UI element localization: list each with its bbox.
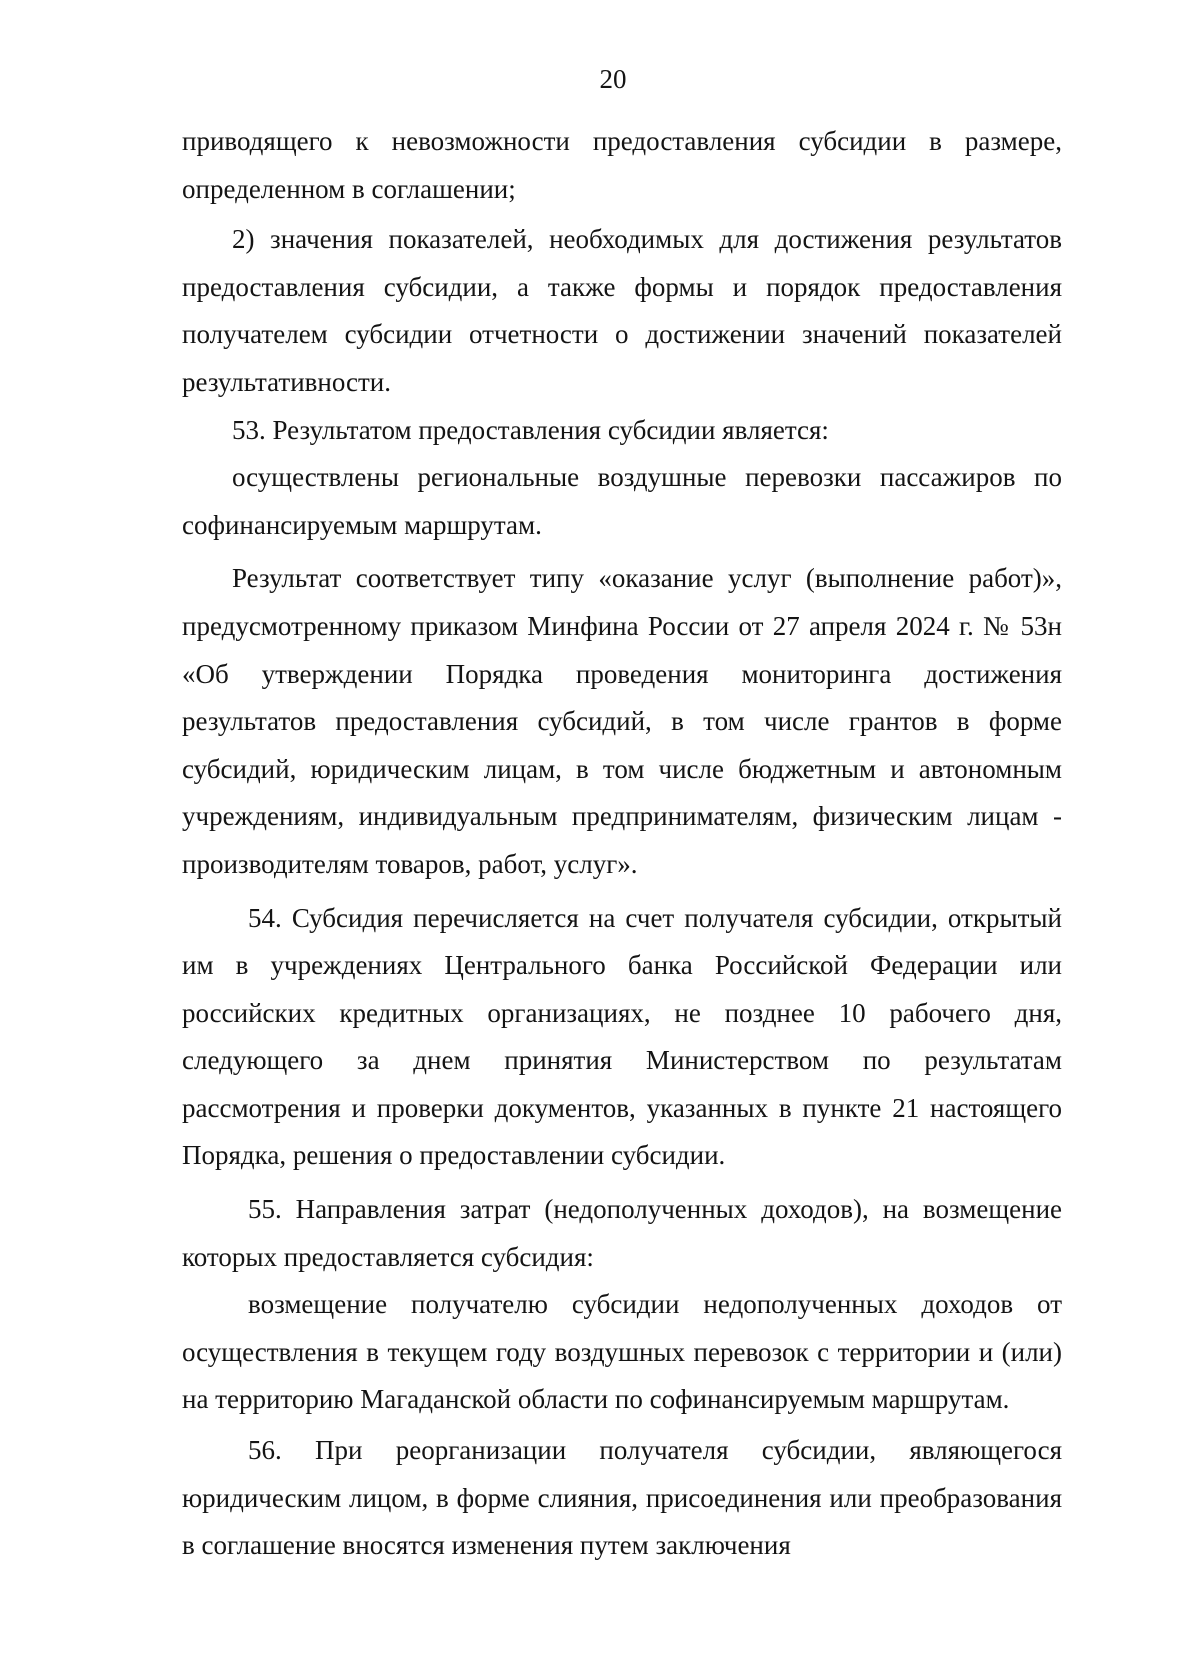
paragraph-55-detail: возмещение получателю субсидии недополученных доходов от осуществления в текущем году воздушных перевозок с территории и (или) на территорию Магаданской области по софинансируемым маршрутам.: [182, 1289, 1062, 1415]
paragraph-54: 54. Субсидия перечисляется на счет получателя субсидии, открытый им в учреждениях Центрального банка Российской Федерации или российских кредитных организациях, не позднее 10 рабочего дня, следующего за днем принятия Министерством по результатам рассмотрения и проверки документов, указанных в пункте 21 настоящего Порядка, решения о предоставлении субсидии.: [182, 902, 1062, 1171]
paragraph-item-2: 2) значения показателей, необходимых для достижения результатов предоставления субсидии, а также формы и порядок предоставления получателем субсидии отчетности о достижении значений показателей результативности.: [182, 224, 1062, 397]
paragraph-continuation: приводящего к невозможности предоставления субсидии в размере, определенном в соглашении;: [182, 126, 1062, 204]
paragraph-53: 53. Результатом предоставления субсидии является:: [232, 414, 829, 445]
paragraph-53-result: осуществлены региональные воздушные перевозки пассажиров по софинансируемым маршрутам.: [182, 462, 1062, 540]
paragraph-55: 55. Направления затрат (недополученных доходов), на возмещение которых предоставляется субсидия:: [182, 1194, 1062, 1272]
document-body: [182, 118, 1062, 1570]
paragraph-result-type: Результат соответствует типу «оказание услуг (выполнение работ)», предусмотренному приказом Минфина России от 27 апреля 2024 г. № 53н «Об утверждении Порядка проведения мониторинга достижения результатов предоставления субсидий, в том числе грантов в форме субсидий, юридическим лицам, в том числе бюджетным и автономным учреждениям, индивидуальным предпринимателям, физическим лицам - производителям товаров, работ, услуг».: [182, 563, 1062, 879]
page-number: 20: [599, 64, 627, 94]
paragraph-56: 56. При реорганизации получателя субсидии, являющегося юридическим лицом, в форме слияния, присоединения или преобразования в соглашение вносятся изменения путем заключения: [182, 1435, 1062, 1561]
